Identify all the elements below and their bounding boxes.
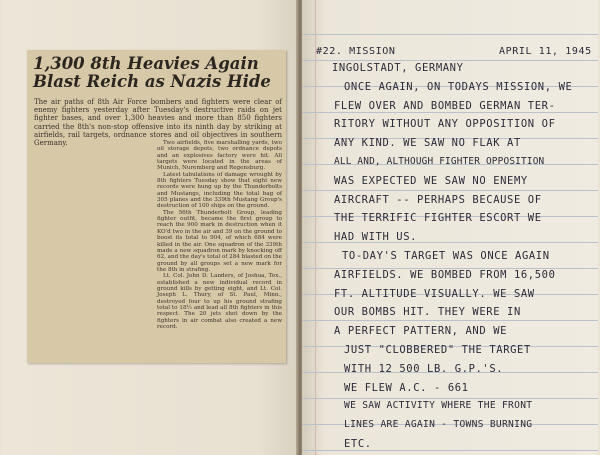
right-page: [302, 0, 598, 455]
ruled-line: [302, 60, 598, 61]
diary-line: ONCE AGAIN, ON TODAYS MISSION, WE: [344, 81, 573, 93]
clipping-body-column: [157, 140, 282, 330]
diary-line: WAS EXPECTED WE SAW NO ENEMY: [334, 175, 528, 187]
clipping-headline-line-1: 1,300 8th Heavies Again: [33, 54, 259, 73]
diary-line: ANY KIND. WE SAW NO FLAK AT: [334, 137, 521, 149]
ruled-line: [302, 450, 598, 451]
diary-line: RITORY WITHOUT ANY OPPOSITION OF: [334, 118, 556, 130]
ruled-line: [302, 320, 598, 321]
clipping-paragraph: Lt. Col. John D. Landers, of Joshua, Tex., established a new individual record in ground kills by getting eight, and Lt. Col. Joseph L. Thury, of St. Paul, Minn., destroyed four to up his ground strafing total to 18½ and lead all 8th fighters in this respect. The 20 jets shot down by the fighters in air combat also created a new record.: [157, 273, 282, 330]
diary-line: A PERFECT PATTERN, AND WE: [334, 325, 508, 337]
ruled-line: [302, 112, 598, 113]
diary-line: ALL AND, ALTHOUGH FIGHTER OPPOSITION: [334, 156, 545, 167]
diary-line: WE SAW ACTIVITY WHERE THE FRONT: [344, 400, 533, 411]
page-margin-line: [315, 0, 316, 455]
clipping-headline: [33, 55, 283, 91]
diary-line: LINES ARE AGAIN - TOWNS BURNING: [344, 419, 533, 430]
diary-line: TO-DAY'S TARGET WAS ONCE AGAIN: [342, 250, 550, 262]
diary-line: THE TERRIFIC FIGHTER ESCORT WE: [334, 212, 542, 224]
diary-line: AIRFIELDS. WE BOMBED FROM 16,500: [334, 269, 556, 281]
diary-line: FT. ALTITUDE VISUALLY. WE SAW: [334, 288, 535, 300]
diary-line: JUST "CLOBBERED" THE TARGET: [344, 344, 531, 356]
clipping-paragraph: Latest tabulations of damage wrought by 8th fighters Tuesday show that eight new records were hung up by the Thunderbolts and Mustangs, including the total bag of 305 planes and the 339th Mustang Group's destruction of 100 ships on the ground.: [157, 171, 282, 210]
diary-line: WITH 12 500 LB. G.P.'S.: [344, 363, 504, 375]
diary-line: OUR BOMBS HIT. THEY WERE IN: [334, 306, 521, 318]
diary-line: ETC.: [344, 438, 372, 450]
diary-line: WE FLEW A.C. - 661: [344, 382, 469, 394]
ruled-line: [302, 190, 598, 191]
diary-line: FLEW OVER AND BOMBED GERMAN TER-: [334, 100, 556, 112]
ruled-line: [302, 34, 598, 35]
diary-line: INGOLSTADT, GERMANY: [332, 62, 464, 74]
clipping-headline-line-2: Blast Reich as Nazis Hide: [33, 72, 271, 91]
diary-mission-title: #22. MISSION: [316, 46, 396, 57]
diary-line: AIRCRAFT -- PERHAPS BECAUSE OF: [334, 194, 542, 206]
clipping-lead-paragraph: The air paths of 8th Air Force bombers and fighters were clear of enemy fighters yesterday after Tuesday's destructive raids on jet fighter bases, and over 1,300 heavies and more than 850 fighters carried the 8th's non-stop offensive into its ninth day by striking at airfields, rail targets, ordnance stores and oil objectives in southern Germany.: [34, 98, 282, 148]
diary-line: HAD WITH US.: [334, 231, 418, 243]
newspaper-clipping: [27, 50, 286, 363]
diary-date: APRIL 11, 1945: [499, 46, 592, 57]
ruled-line: [302, 398, 598, 399]
clipping-paragraph: The 56th Thunderbolt Group, leading fighter outfit, became the first group to reach the 900 mark in destruction when it KO'd two in the air and 39 on the ground to boost its total to 904, of which 684 were killed in the air. One squadron of the 339th made a new squadron mark by knocking off 62, and the day's total of 284 blasted on the ground by all groups set a new mark for the 8th in strafing.: [157, 209, 283, 273]
clipping-paragraph: Two airfields, five marshalling yards, two oil storage depots, two ordnance depots and an explosives factory were hit. All targets were located in the areas of Munich, Nuremberg and Regensburg.: [157, 140, 282, 172]
left-page: [2, 0, 300, 455]
